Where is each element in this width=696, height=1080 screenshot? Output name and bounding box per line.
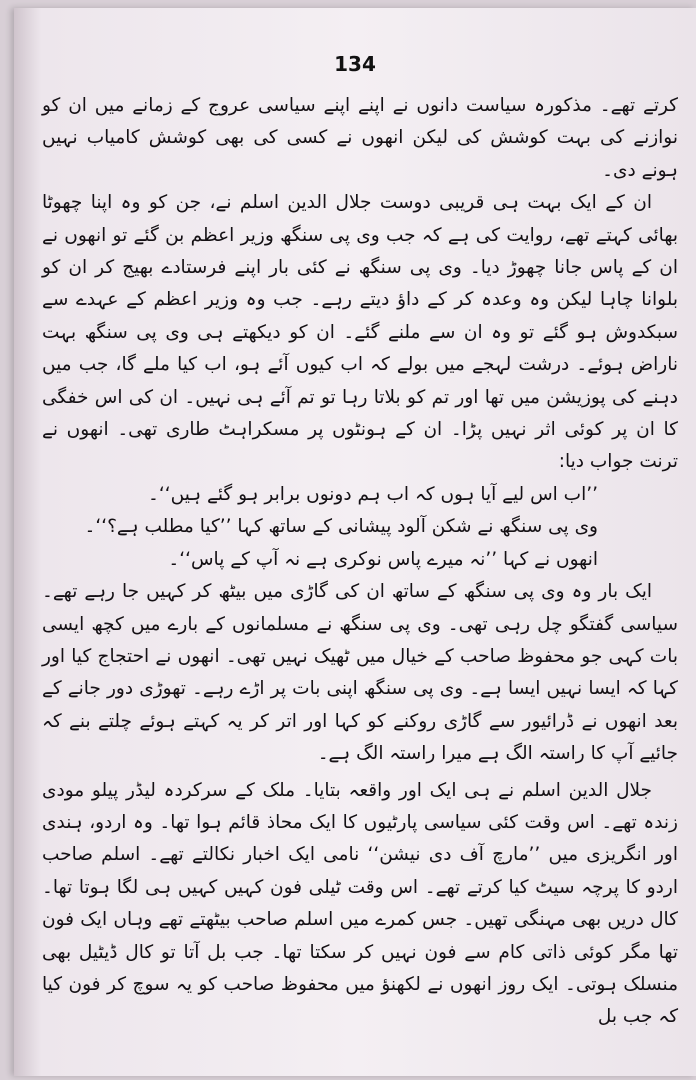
page-number: 134: [334, 52, 376, 76]
quote-paragraph: انھوں نے کہا ’’نہ میرے پاس نوکری ہے نہ آپ کے پاس‘‘۔: [168, 548, 598, 570]
quote-paragraph: ’’اب اس لیے آیا ہوں کہ اب ہم دونوں برابر ہو گئے ہیں‘‘۔: [148, 483, 598, 505]
paragraph: ان کے ایک بہت ہی قریبی دوست جلال الدین اسلم نے، جن کو وہ اپنا چھوٹا بھائی کہتے تھے، روایت کی ہے کہ جب وی پی سنگھ وزیر اعظم بن گئے تو انھوں نے ان کے پاس جانا چھوڑ دیا۔ وی پی سنگھ نے کئی بار اپنے فرستادے بھیج کر ان کو بلوانا چاہا لیکن وہ وعدہ کر کے داؤ دیتے رہے۔ جب وہ وزیر اعظم کے عہدے سے سبکدوش ہو گئے تو وہ ان سے ملنے گئے۔ ان کو دیکھتے ہی وی پی سنگھ بہت ناراض ہوئے۔ درشت لہجے میں بولے کہ اب کیوں آئے ہو، اب کیا ملے گا، جب میں دہنے کی پوزیشن میں تھا اور تم کو بلاتا رہا تو تم آئے ہی نہیں۔ ان کی اس خفگی کا ان پر کوئی اثر نہیں پڑا۔ ان کے ہونٹوں پر مسکراہٹ طاری تھی۔ انھوں نے ترنت جواب دیا:: [42, 192, 678, 473]
quote-paragraph: وی پی سنگھ نے شکن آلود پیشانی کے ساتھ کہا ’’کیا مطلب ہے؟‘‘۔: [84, 516, 598, 538]
page-body-text: [42, 90, 678, 1034]
paragraph: کرتے تھے۔ مذکورہ سیاست دانوں نے اپنے اپنے سیاسی عروج کے زمانے میں ان کو نوازنے کی بہت کوشش کی لیکن انھوں نے کسی کی بھی کوشش کامیاب نہیں ہونے دی۔: [42, 95, 678, 181]
book-page: [14, 8, 696, 1076]
paragraph: ایک بار وہ وی پی سنگھ کے ساتھ ان کی گاڑی میں بیٹھ کر کہیں جا رہے تھے۔ سیاسی گفتگو چل رہی تھی۔ وی پی سنگھ نے مسلمانوں کے بارے میں کچھ ایسی بات کہی جو محفوظ صاحب کے خیال میں ٹھیک نہیں تھی۔ انھوں نے احتجاج کیا اور کہا کہ ایسا نہیں ایسا ہے۔ وی پی سنگھ اپنی بات پر اڑے رہے۔ تھوڑی دور جانے کے بعد انھوں نے ڈرائیور سے گاڑی روکنے کو کہا اور اتر کر یہ کہتے ہوئے چلتے بنے کہ جائیے آپ کا راستہ الگ ہے میرا راستہ الگ ہے۔: [42, 581, 678, 765]
paragraph: جلال الدین اسلم نے ہی ایک اور واقعہ بتایا۔ ملک کے سرکردہ لیڈر پیلو مودی زندہ تھے۔ اس وقت کئی سیاسی پارٹیوں کا ایک محاذ قائم ہوا تھا۔ وہ اردو، ہندی اور انگریزی میں ’’مارچ آف دی نیشن‘‘ نامی ایک اخبار نکالتے تھے۔ اسلم صاحب اردو کا پرچہ سیٹ کیا کرتے تھے۔ اس وقت ٹیلی فون کہیں کہیں ہی لگا ہوتا تھا۔ کال دریں بھی مہنگی تھیں۔ جس کمرے میں اسلم صاحب بیٹھتے تھے وہاں ایک فون تھا مگر کوئی ذاتی کام سے فون نہیں کر سکتا تھا۔ جب بل آتا تو کال ڈیٹیل بھی منسلک ہوتی۔ ایک روز انھوں نے لکھنؤ میں محفوظ صاحب کو یہ سوچ کر فون کیا کہ جب بل: [42, 779, 678, 1028]
